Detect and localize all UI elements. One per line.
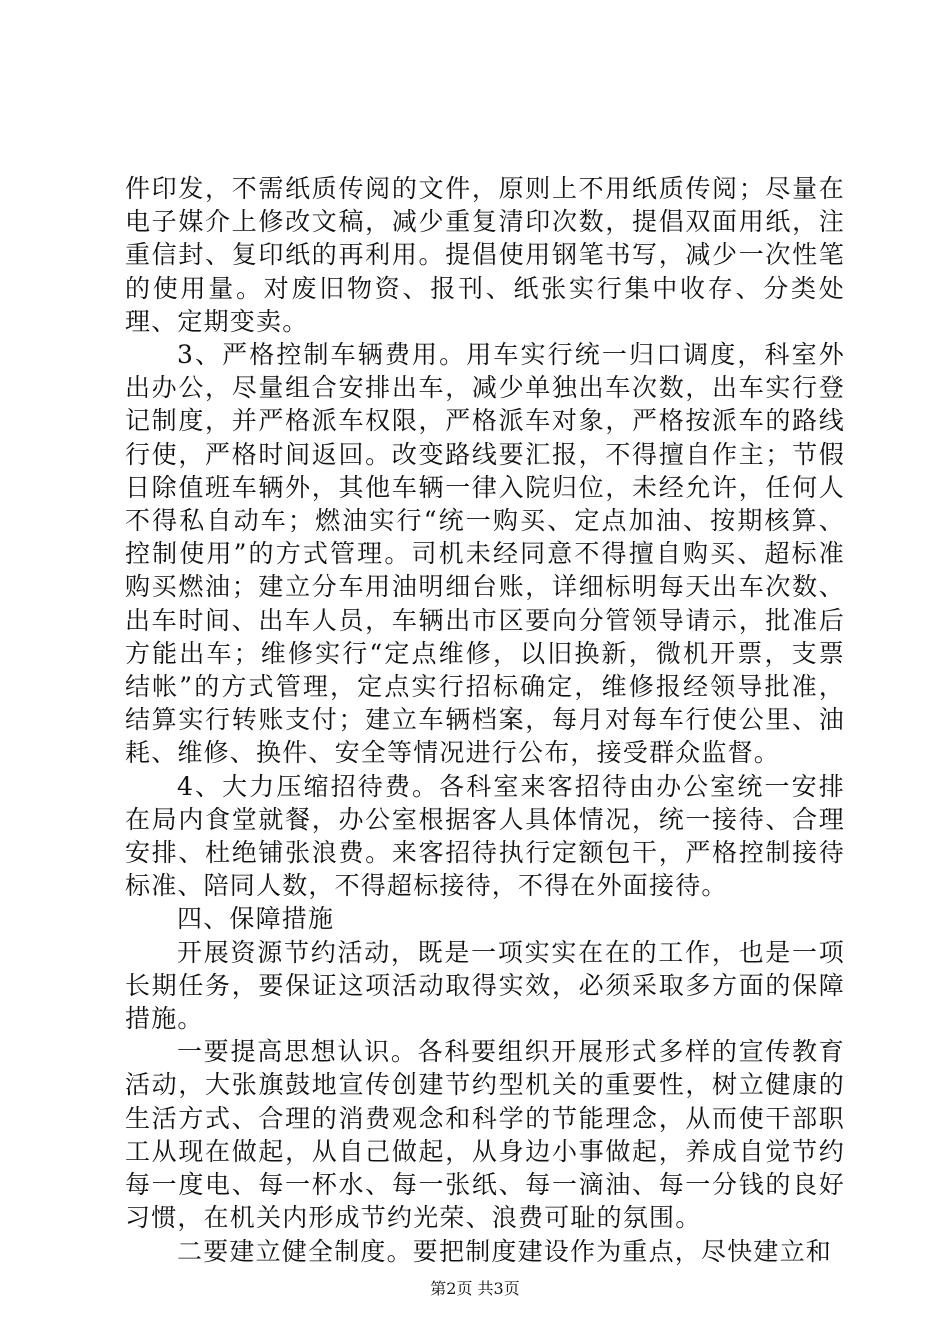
paragraph-safeguards-intro: 开展资源节约活动，既是一项实实在在的工作，也是一项长期任务，要保证这项活动取得实效，必须采取多方面的保障措施。 — [125, 937, 845, 1034]
paragraph-institutions: 二要建立健全制度。要把制度建设作为重点，尽快建立和 — [177, 1236, 833, 1266]
paragraph-continuation: 件印发，不需纸质传阅的文件，原则上不用纸质传阅；尽量在电子媒介上修改文稿，减少重复清印次数，提倡双面用纸，注重信封、复印纸的再利用。提倡使用钢笔书写，减少一次性笔的使用量。对废旧物资、报刊、纸张实行集中收存、分类处理、定期变卖。 — [125, 174, 845, 336]
paragraph-vehicle-costs: 3、严格控制车辆费用。用车实行统一归口调度，科室外出办公，尽量组合安排出车，减少单独出车次数，出车实行登记制度，并严格派车权限，严格派车对象，严格按派车的路线行使，严格时间返回。改变路线要汇报，不得擅自作主；节假日除值班车辆外，其他车辆一律入院归位，未经允许，任何人不得私自动车；燃油实行“统一购买、定点加油、按期核算、控制使用”的方式管理。司机未经同意不得擅自购买、超标准购买燃油；建立分车用油明细台账，详细标明每天出车次数、出车时间、出车人员，车辆出市区要向分管领导请示，批准后方能出车；维修实行“定点维修，以旧换新，微机开票，支票结帐”的方式管理，定点实行招标确定，维修报经领导批准，结算实行转账支付；建立车辆档案，每月对每车行使公里、油耗、维修、换件、安全等情况进行公布，接受群众监督。 — [125, 340, 845, 768]
paragraph-awareness: 一要提高思想认识。各科要组织开展形式多样的宣传教育活动，大张旗鼓地宣传创建节约型机关的重要性，树立健康的生活方式、合理的消费观念和科学的节能理念，从而使干部职工从现在做起，从自己做起，从身边小事做起，养成自觉节约每一度电、每一杯水、每一张纸、每一滴油、每一分钱的良好习惯，在机关内形成节约光荣、浪费可耻的氛围。 — [125, 1037, 845, 1233]
paragraph-hospitality-costs: 4、大力压缩招待费。各科室来客招待由办公室统一安排在局内食堂就餐，办公室根据客人具体情况，统一接待、合理安排、杜绝铺张浪费。来客招待执行定额包干，严格控制接待标准、陪同人数，不得超标接待，不得在外面接待。 — [125, 771, 845, 901]
page-footer: 第2页 共3页 — [430, 1279, 520, 1298]
document-body — [125, 172, 845, 1268]
section-heading-safeguards: 四、保障措施 — [177, 904, 335, 934]
